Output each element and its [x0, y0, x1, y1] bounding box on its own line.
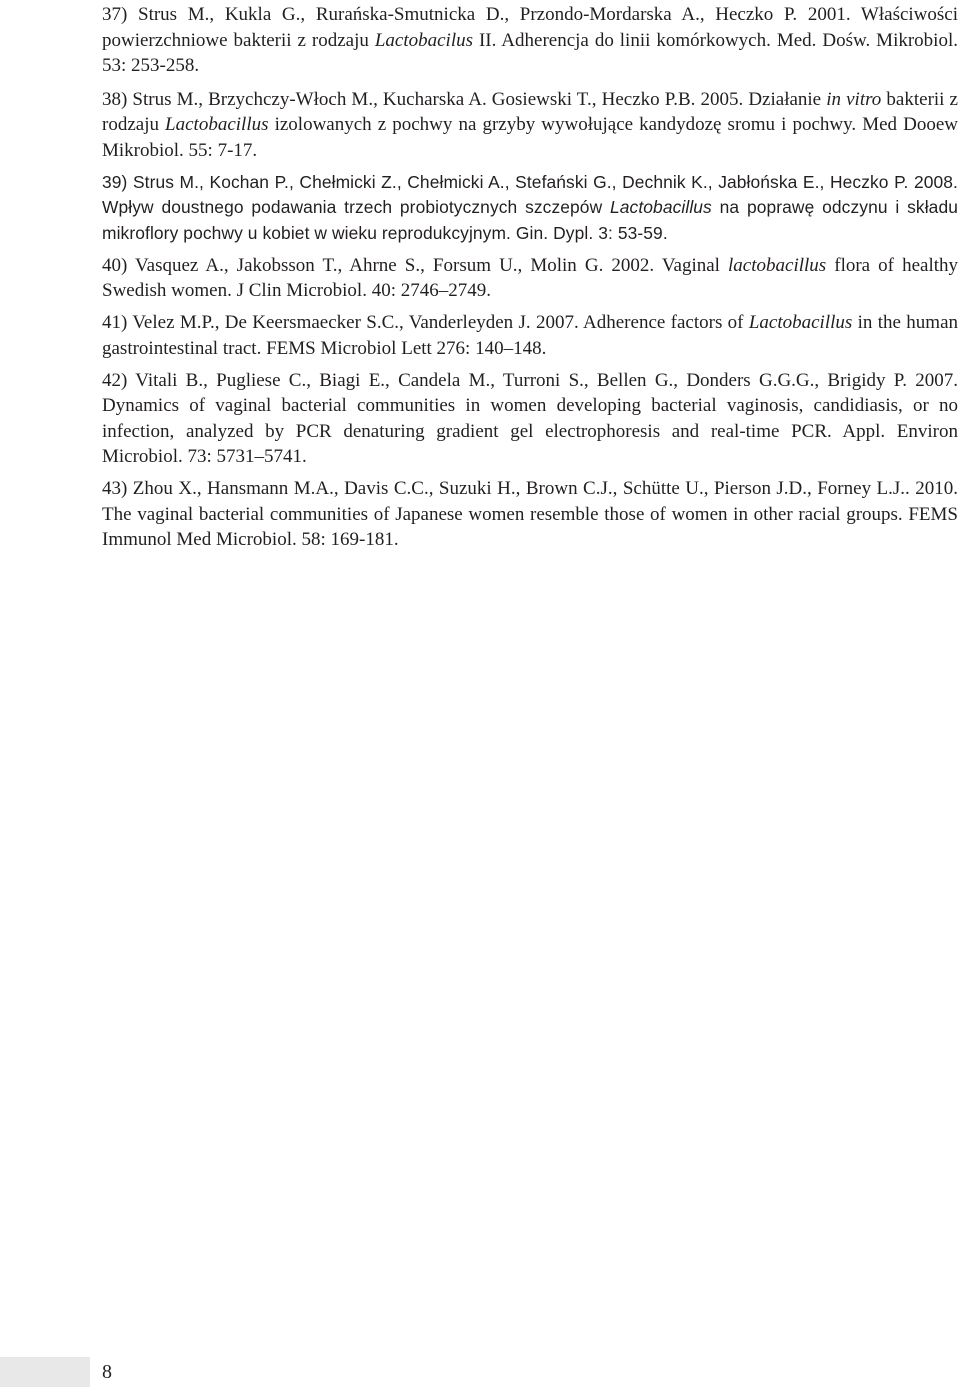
reference-text: II. Adherencja do linii komórkowych. Med. Dośw. Mikrobiol. 53: 253-258.	[102, 29, 958, 76]
reference-item	[102, 87, 958, 164]
reference-item	[102, 170, 958, 247]
reference-text: na poprawę odczynu i składu mikroflory pochwy u kobiet w wieku reprodukcyjnym. Gin. Dypl. 3: 53-59.	[102, 197, 958, 243]
reference-text: izolowanych z pochwy na grzyby wywołujące kandydozę sromu i pochwy. Med Dooew Mikrobiol. 55: 7-17.	[102, 114, 958, 161]
page-tab-decoration	[0, 1357, 90, 1387]
reference-item	[102, 476, 958, 553]
reference-text: 37) Strus M., Kukla G., Rurańska-Smutnicka D., Przondo-Mordarska A., Heczko P. 2001. Właściwości powierzchniowe bakterii z rodzaju	[102, 4, 958, 51]
italic-term: lactobacillus	[728, 254, 827, 276]
reference-text: bakterii z rodzaju	[102, 88, 958, 135]
reference-text: 40) Vasquez A., Jakobsson T., Ahrne S., Forsum U., Molin G. 2002. Vaginal	[102, 254, 729, 276]
reference-text: 38) Strus M., Brzychczy-Włoch M., Kucharska A. Gosiewski T., Heczko P.B. 2005. Działanie	[102, 88, 827, 110]
italic-term: Lactobacillus	[610, 197, 712, 217]
italic-term: Lactobacillus	[165, 114, 269, 135]
reference-text: 43) Zhou X., Hansmann M.A., Davis C.C., Suzuki H., Brown C.J., Schütte U., Pierson J.D., Forney L.J.. 2010. The vaginal bacterial communities of Japanese women resemble those of women in other racial groups. FEMS Immunol Med Microbiol. 58: 169-181.	[102, 478, 958, 550]
reference-item	[102, 253, 958, 304]
reference-item	[102, 368, 958, 470]
reference-text: in the human gastrointestinal tract. FEMS Microbiol Lett 276: 140–148.	[102, 312, 958, 359]
reference-text: 39) Strus M., Kochan P., Chełmicki Z., Chełmicki A., Stefański G., Dechnik K., Jabłońska E., Heczko P. 2008. Wpływ doustnego podawania trzech probiotycznych szczepów	[102, 171, 958, 217]
italic-term: Lactobacillus	[748, 312, 853, 333]
italic-term: Lactobacilus	[374, 29, 474, 51]
reference-text: flora of healthy Swedish women. J Clin Microbiol. 40: 2746–2749.	[102, 254, 958, 301]
italic-term: in vitro	[826, 88, 882, 110]
reference-text: 42) Vitali B., Pugliese C., Biagi E., Candela M., Turroni S., Bellen G., Donders G.G.G., Brigidy P. 2007. Dynamics of vaginal bacterial communities in women developing bacterial vaginosis, candidiasis, or no infection, analyzed by PCR denaturing gradient gel electrophoresis and real-time PCR. Appl. Environ Microbiol. 73: 5731–5741.	[102, 369, 958, 467]
reference-list	[102, 0, 958, 559]
reference-text: 41) Velez M.P., De Keersmaecker S.C., Vanderleyden J. 2007. Adherence factors of	[102, 312, 749, 333]
reference-item	[102, 310, 958, 361]
page-number: 8	[102, 1361, 112, 1383]
reference-item	[102, 2, 958, 79]
